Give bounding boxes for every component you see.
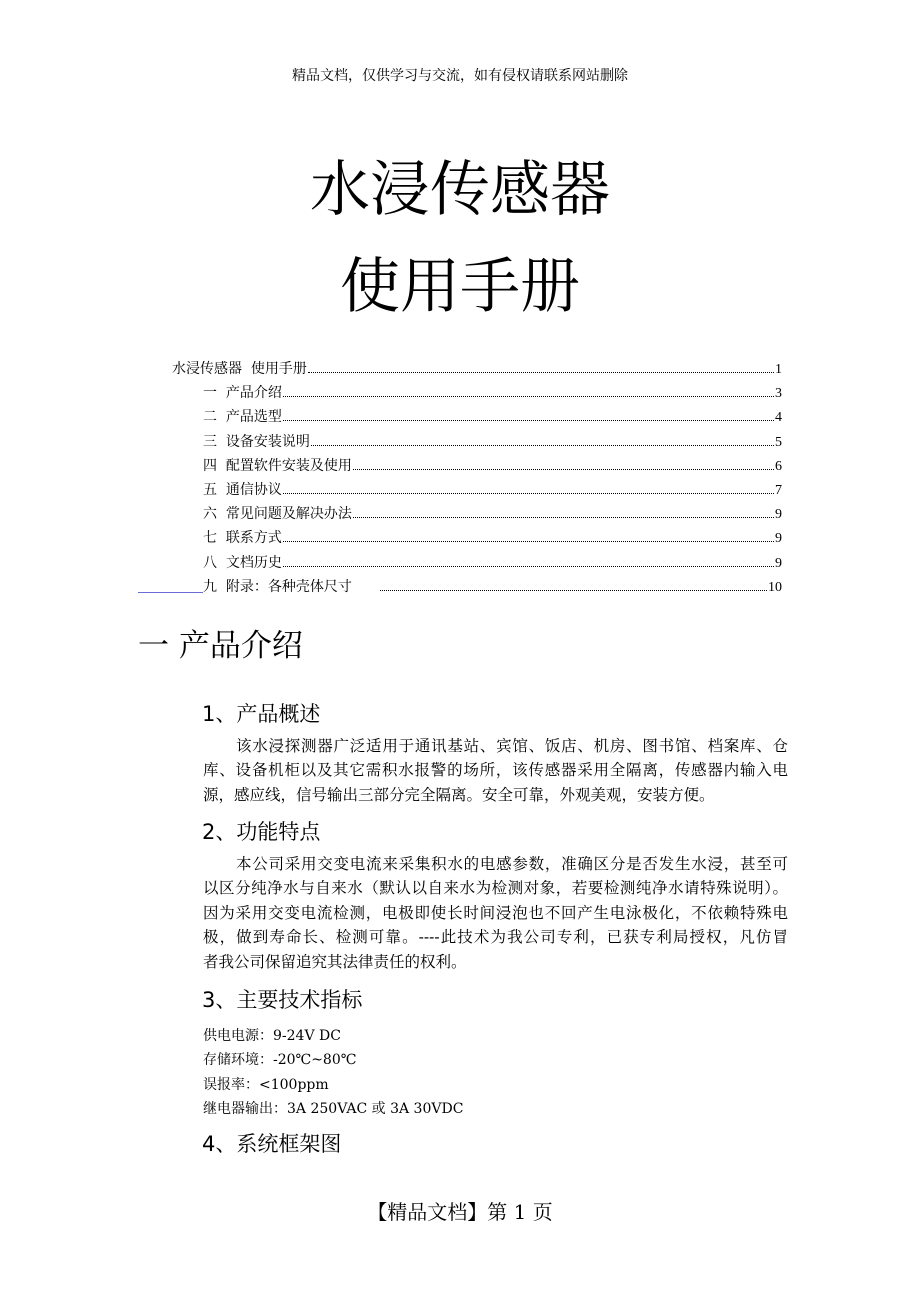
paragraph-line: 本公司采用交变电流来采集积水的电感参数，准确区分是否发生水浸，甚至可 <box>236 855 788 873</box>
toc-page-number: 9 <box>775 555 782 571</box>
toc-entry[interactable] <box>203 527 782 547</box>
toc-leader-dots <box>311 444 774 446</box>
toc-page-number: 5 <box>775 434 782 450</box>
document-title-line1: 水浸传感器 <box>310 155 610 225</box>
toc-entry-label: 一 产品介绍 <box>203 385 282 402</box>
paragraph-line: 库、设备机柜以及其它需积水报警的场所，该传感器采用全隔离，传感器内输入电 <box>203 761 788 780</box>
toc-entry-label: 三 设备安装说明 <box>203 433 310 450</box>
toc-underline <box>138 592 203 593</box>
toc-entry[interactable] <box>203 552 782 572</box>
paragraph-line: 该水浸探测器广泛适用于通讯基站、宾馆、饭店、机房、图书馆、档案库、仓 <box>236 737 788 755</box>
paragraph-line: 以区分纯净水与自来水（默认以自来水为检测对象，若要检测纯净水请特殊说明）。 <box>203 879 788 898</box>
paragraph-line: 因为采用交变电流检测，电极即使长时间浸泡也不回产生电泳极化，不依赖特殊电 <box>203 903 788 922</box>
toc-entry-label: 二 产品选型 <box>203 409 282 426</box>
toc-entry[interactable] <box>172 358 782 378</box>
document-title-line2: 使用手册 <box>340 252 580 322</box>
toc-entry[interactable] <box>203 503 782 523</box>
toc-page-number: 10 <box>768 579 782 595</box>
toc-entry-label: 水浸传感器 使用手册 <box>172 361 307 377</box>
subsection-heading: 3、主要技术指标 <box>202 988 363 1012</box>
toc-entry[interactable] <box>203 382 782 402</box>
toc-page-number: 9 <box>775 531 782 547</box>
toc-entry-label: 五 通信协议 <box>203 482 282 498</box>
toc-leader-dots <box>308 371 774 373</box>
toc-page-number: 6 <box>775 458 782 474</box>
spec-item: 供电电源：9-24V DC <box>203 1028 341 1044</box>
spec-item: 误报率：<100ppm <box>203 1076 329 1093</box>
toc-entry[interactable] <box>203 479 782 499</box>
spec-item: 继电器输出：3A 250VAC 或 3A 30VDC <box>203 1100 464 1117</box>
toc-leader-dots <box>353 516 774 518</box>
toc-page-number: 9 <box>775 507 782 523</box>
spec-item: 存储环境：-20℃~80℃ <box>203 1052 357 1069</box>
toc-entry-label: 四 配置软件安装及使用 <box>203 457 352 474</box>
toc-leader-dots <box>380 589 767 591</box>
page-footer: 【精品文档】第 1 页 <box>367 1200 553 1224</box>
toc-page-number: 1 <box>775 362 782 377</box>
toc-page-number: 4 <box>775 410 782 426</box>
toc-entry[interactable] <box>203 576 782 596</box>
subsection-heading: 4、系统框架图 <box>202 1132 342 1156</box>
subsection-heading: 1、产品概述 <box>202 702 321 726</box>
paragraph-line: 者我公司保留追究其法律责任的权利。 <box>203 952 467 971</box>
toc-page-number: 3 <box>775 386 782 402</box>
toc-entry-label: 六 常见问题及解决办法 <box>203 506 352 523</box>
toc-entry-label: 九 附录：各种壳体尺寸 <box>203 578 379 595</box>
toc-leader-dots <box>283 395 774 397</box>
section-heading: 一 产品介绍 <box>138 628 303 664</box>
toc-leader-dots <box>283 492 774 494</box>
toc-leader-dots <box>353 468 774 470</box>
toc-entry-label: 八 文档历史 <box>203 554 282 571</box>
toc-entry[interactable] <box>203 406 782 426</box>
paragraph-line: 源，感应线，信号输出三部分完全隔离。安全可靠，外观美观，安装方便。 <box>203 785 715 804</box>
toc-page-number: 7 <box>775 483 782 498</box>
subsection-heading: 2、功能特点 <box>202 820 321 844</box>
toc-entry-label: 七 联系方式 <box>203 530 282 547</box>
toc-leader-dots <box>283 565 774 567</box>
toc-entry[interactable] <box>203 431 782 451</box>
toc-leader-dots <box>283 540 774 542</box>
paragraph-line: 极，做到寿命长、检测可靠。----此技术为我公司专利，已获专利局授权，凡仿冒 <box>203 928 788 947</box>
header-note: 精品文档，仅供学习与交流，如有侵权请联系网站删除 <box>292 68 628 84</box>
toc-leader-dots <box>283 419 774 421</box>
toc-entry[interactable] <box>203 455 782 475</box>
